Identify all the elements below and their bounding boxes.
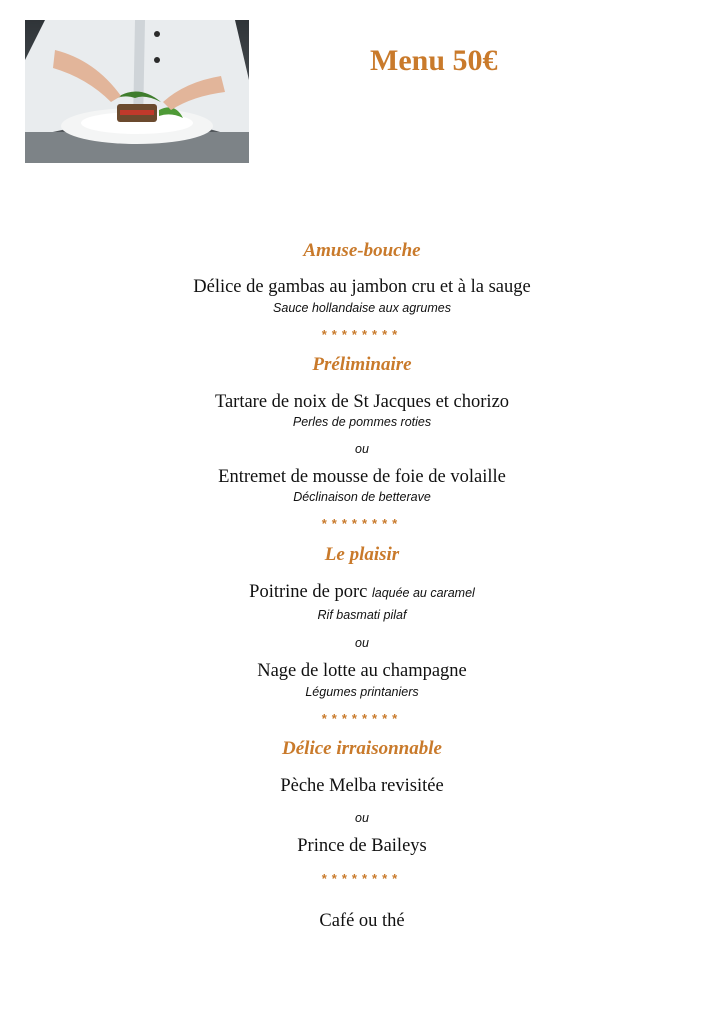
chef-plating-photo xyxy=(25,20,249,163)
dish-name: Nage de lotte au champagne xyxy=(257,661,467,681)
dish-inline-description: laquée au caramel xyxy=(371,586,475,600)
separator-stars: ******** xyxy=(321,871,403,886)
section-title-amuse-bouche: Amuse-bouche xyxy=(303,240,421,261)
dish-name: Pèche Melba revisitée xyxy=(280,776,444,796)
section-title-le-plaisir: Le plaisir xyxy=(324,544,400,565)
dish-name: Entremet de mousse de foie de volaille xyxy=(218,467,506,487)
dish-description: Rif basmati pilaf xyxy=(317,608,407,622)
separator-stars: ******** xyxy=(321,516,403,531)
dish-description: Légumes printaniers xyxy=(305,685,419,699)
or-label: ou xyxy=(355,811,369,825)
dish-name: Poitrine de porc xyxy=(249,582,368,602)
section-title-delice-irraisonnable: Délice irraisonnable xyxy=(282,738,442,759)
separator-stars: ******** xyxy=(321,711,403,726)
or-label: ou xyxy=(355,442,369,456)
dish-line xyxy=(0,582,724,603)
or-label: ou xyxy=(355,636,369,650)
dish-description: Sauce hollandaise aux agrumes xyxy=(273,301,451,315)
dish-name: Délice de gambas au jambon cru et à la sauge xyxy=(193,277,531,297)
dish-description: Perles de pommes roties xyxy=(292,415,432,429)
dish-description: Déclinaison de betterave xyxy=(293,490,431,504)
menu-title: Menu 50€ xyxy=(370,44,498,77)
closing-line: Café ou thé xyxy=(319,911,405,931)
section-title-preliminaire: Préliminaire xyxy=(312,354,412,375)
dish-name: Prince de Baileys xyxy=(297,836,427,856)
separator-stars: ******** xyxy=(321,327,403,342)
dish-name: Tartare de noix de St Jacques et chorizo xyxy=(214,392,510,412)
